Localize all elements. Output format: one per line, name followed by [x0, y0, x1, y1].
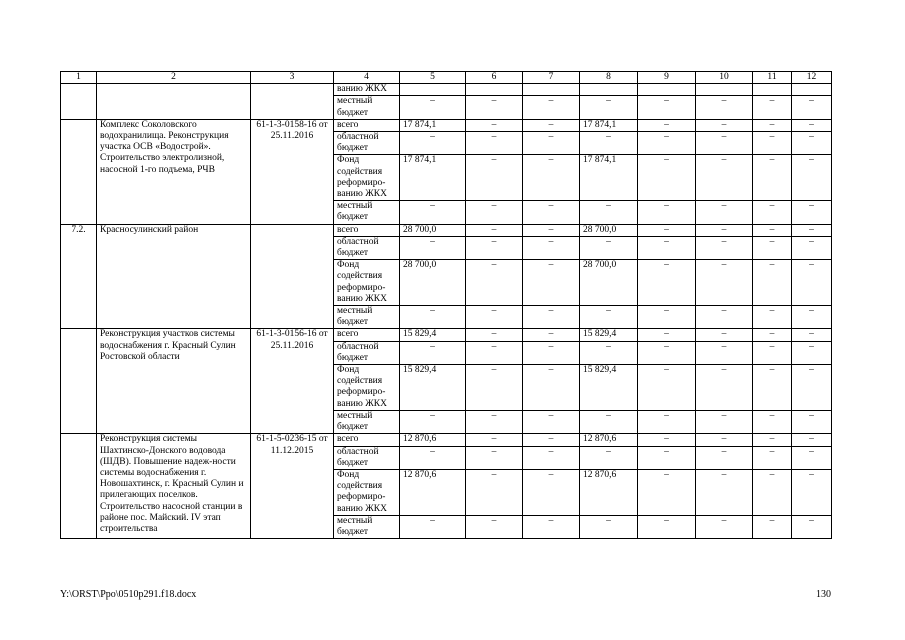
amount-cell: –: [523, 341, 580, 364]
object-name: Красносулинский район: [97, 224, 251, 329]
amount-cell: –: [753, 365, 792, 411]
amount-cell: –: [580, 306, 638, 329]
amount-cell: –: [696, 329, 753, 341]
amount-cell: –: [696, 236, 753, 259]
amount-cell: –: [792, 236, 832, 259]
amount-cell: 12 870,6: [580, 434, 638, 446]
amount-cell: –: [580, 96, 638, 119]
funding-source: всего: [334, 329, 400, 341]
amount-cell: –: [696, 132, 753, 155]
object-name: Реконструкция участков системы водоснабжения г. Красный Сулин Ростовской области: [97, 329, 251, 434]
amount-cell: 28 700,0: [400, 260, 466, 306]
amount-cell: –: [638, 306, 696, 329]
amount-cell: –: [638, 236, 696, 259]
amount-cell: –: [580, 410, 638, 433]
header-cell: 8: [580, 72, 638, 84]
amount-cell: 28 700,0: [580, 260, 638, 306]
amount-cell: –: [523, 329, 580, 341]
amount-cell: –: [753, 224, 792, 236]
amount-cell: –: [792, 410, 832, 433]
amount-cell: –: [638, 434, 696, 446]
amount-cell: –: [466, 306, 523, 329]
amount-cell: –: [638, 469, 696, 515]
amount-cell: –: [638, 446, 696, 469]
amount-cell: –: [523, 96, 580, 119]
amount-cell: [753, 84, 792, 96]
amount-cell: –: [580, 236, 638, 259]
amount-cell: –: [792, 446, 832, 469]
amount-cell: –: [523, 306, 580, 329]
funding-source: областной бюджет: [334, 132, 400, 155]
amount-cell: –: [638, 515, 696, 538]
amount-cell: –: [792, 201, 832, 224]
amount-cell: –: [696, 434, 753, 446]
amount-cell: –: [400, 132, 466, 155]
amount-cell: [466, 84, 523, 96]
amount-cell: –: [792, 96, 832, 119]
amount-cell: –: [753, 236, 792, 259]
amount-cell: 17 874,1: [580, 155, 638, 201]
item-number: [61, 329, 97, 434]
funding-source: областной бюджет: [334, 446, 400, 469]
amount-cell: –: [753, 329, 792, 341]
amount-cell: –: [523, 236, 580, 259]
amount-cell: –: [523, 365, 580, 411]
amount-cell: –: [696, 469, 753, 515]
amount-cell: –: [400, 515, 466, 538]
amount-cell: –: [466, 341, 523, 364]
amount-cell: –: [466, 132, 523, 155]
item-number: [61, 119, 97, 224]
amount-cell: –: [753, 201, 792, 224]
funding-source: всего: [334, 224, 400, 236]
amount-cell: –: [466, 201, 523, 224]
table-row: [61, 434, 832, 446]
funding-source: Фонд содействия реформиро-ванию ЖКХ: [334, 365, 400, 411]
table-row: [61, 224, 832, 236]
amount-cell: –: [696, 96, 753, 119]
funding-source: местный бюджет: [334, 96, 400, 119]
amount-cell: –: [580, 132, 638, 155]
object-name: Реконструкция системы Шахтинско-Донского водовода (ШДВ). Повышение надеж-ности системы водоснабжения г. Новошахтинск, г. Красный Сулин и прилегающих поселков. Строительство насосной станции в районе пос. Майский. IV этап строительства: [97, 434, 251, 539]
amount-cell: 28 700,0: [400, 224, 466, 236]
amount-cell: –: [638, 410, 696, 433]
amount-cell: –: [696, 341, 753, 364]
page-number: 130: [816, 589, 831, 600]
amount-cell: –: [696, 410, 753, 433]
amount-cell: –: [792, 306, 832, 329]
amount-cell: –: [696, 119, 753, 131]
amount-cell: –: [523, 201, 580, 224]
amount-cell: –: [753, 341, 792, 364]
header-cell: 12: [792, 72, 832, 84]
amount-cell: –: [523, 224, 580, 236]
amount-cell: –: [400, 96, 466, 119]
amount-cell: –: [523, 410, 580, 433]
funding-source: местный бюджет: [334, 515, 400, 538]
amount-cell: –: [523, 155, 580, 201]
amount-cell: –: [466, 515, 523, 538]
amount-cell: –: [638, 341, 696, 364]
object-name: Комплекс Соколовского водохранилища. Реконструкция участка ОСВ «Водострой». Строительство электролизной, насосной 1-го подъема, РЧВ: [97, 119, 251, 224]
amount-cell: –: [466, 365, 523, 411]
header-cell: 9: [638, 72, 696, 84]
amount-cell: –: [792, 341, 832, 364]
budget-table: [60, 71, 832, 539]
item-number: [61, 84, 97, 120]
expertise-code: 61-1-3-0158-16 от 25.11.2016: [251, 119, 334, 224]
amount-cell: 17 874,1: [400, 155, 466, 201]
amount-cell: –: [696, 365, 753, 411]
amount-cell: –: [753, 469, 792, 515]
file-path: Y:\ORST\Ppo\0510p291.f18.docx: [60, 589, 197, 600]
funding-source: всего: [334, 434, 400, 446]
amount-cell: –: [466, 224, 523, 236]
amount-cell: –: [638, 201, 696, 224]
amount-cell: –: [753, 132, 792, 155]
amount-cell: –: [523, 119, 580, 131]
amount-cell: [400, 84, 466, 96]
amount-cell: 17 874,1: [580, 119, 638, 131]
amount-cell: –: [753, 96, 792, 119]
amount-cell: –: [580, 446, 638, 469]
amount-cell: 28 700,0: [580, 224, 638, 236]
amount-cell: –: [523, 515, 580, 538]
amount-cell: 15 829,4: [400, 365, 466, 411]
funding-source: областной бюджет: [334, 236, 400, 259]
header-cell: 3: [251, 72, 334, 84]
amount-cell: –: [580, 201, 638, 224]
funding-source: Фонд содействия реформиро-ванию ЖКХ: [334, 155, 400, 201]
table-row: [61, 119, 832, 131]
funding-source: всего: [334, 119, 400, 131]
amount-cell: –: [580, 341, 638, 364]
amount-cell: [638, 84, 696, 96]
amount-cell: –: [792, 515, 832, 538]
header-cell: 11: [753, 72, 792, 84]
funding-source: местный бюджет: [334, 201, 400, 224]
amount-cell: –: [753, 446, 792, 469]
amount-cell: [523, 84, 580, 96]
amount-cell: –: [400, 446, 466, 469]
amount-cell: –: [792, 434, 832, 446]
amount-cell: –: [753, 434, 792, 446]
amount-cell: 17 874,1: [400, 119, 466, 131]
amount-cell: –: [466, 119, 523, 131]
amount-cell: –: [638, 132, 696, 155]
amount-cell: –: [696, 224, 753, 236]
amount-cell: –: [638, 96, 696, 119]
amount-cell: –: [792, 155, 832, 201]
amount-cell: 15 829,4: [580, 329, 638, 341]
header-cell: 10: [696, 72, 753, 84]
amount-cell: –: [696, 260, 753, 306]
expertise-code: [251, 84, 334, 120]
amount-cell: –: [466, 155, 523, 201]
amount-cell: [580, 84, 638, 96]
amount-cell: –: [753, 155, 792, 201]
funding-source: Фонд содействия реформиро-ванию ЖКХ: [334, 260, 400, 306]
expertise-code: 61-1-3-0156-16 от 25.11.2016: [251, 329, 334, 434]
amount-cell: –: [466, 96, 523, 119]
funding-source: местный бюджет: [334, 306, 400, 329]
item-number: 7.2.: [61, 224, 97, 329]
amount-cell: –: [523, 446, 580, 469]
amount-cell: –: [466, 236, 523, 259]
amount-cell: –: [696, 155, 753, 201]
amount-cell: –: [523, 434, 580, 446]
amount-cell: –: [466, 469, 523, 515]
amount-cell: –: [400, 410, 466, 433]
amount-cell: –: [792, 224, 832, 236]
amount-cell: –: [696, 446, 753, 469]
item-number: [61, 434, 97, 539]
expertise-code: [251, 224, 334, 329]
amount-cell: –: [638, 260, 696, 306]
header-cell: 1: [61, 72, 97, 84]
amount-cell: –: [466, 446, 523, 469]
header-cell: 4: [334, 72, 400, 84]
amount-cell: –: [400, 341, 466, 364]
amount-cell: –: [466, 329, 523, 341]
amount-cell: –: [466, 410, 523, 433]
header-cell: 5: [400, 72, 466, 84]
amount-cell: –: [696, 201, 753, 224]
amount-cell: –: [400, 201, 466, 224]
amount-cell: –: [753, 515, 792, 538]
funding-source: ванию ЖКХ: [334, 84, 400, 96]
amount-cell: 12 870,6: [400, 469, 466, 515]
amount-cell: –: [523, 260, 580, 306]
funding-source: Фонд содействия реформиро-ванию ЖКХ: [334, 469, 400, 515]
amount-cell: –: [753, 119, 792, 131]
amount-cell: [696, 84, 753, 96]
amount-cell: –: [753, 410, 792, 433]
funding-source: областной бюджет: [334, 341, 400, 364]
amount-cell: –: [523, 132, 580, 155]
amount-cell: –: [466, 434, 523, 446]
header-cell: 7: [523, 72, 580, 84]
amount-cell: 15 829,4: [400, 329, 466, 341]
amount-cell: 15 829,4: [580, 365, 638, 411]
amount-cell: –: [696, 515, 753, 538]
funding-source: местный бюджет: [334, 410, 400, 433]
table-header-row: [61, 72, 832, 84]
table-row: [61, 84, 832, 96]
amount-cell: –: [753, 260, 792, 306]
expertise-code: 61-1-5-0236-15 от 11.12.2015: [251, 434, 334, 539]
amount-cell: –: [400, 306, 466, 329]
amount-cell: –: [792, 469, 832, 515]
object-name: [97, 84, 251, 120]
amount-cell: –: [638, 155, 696, 201]
amount-cell: –: [753, 306, 792, 329]
header-cell: 2: [97, 72, 251, 84]
amount-cell: –: [638, 329, 696, 341]
amount-cell: –: [792, 365, 832, 411]
amount-cell: –: [792, 260, 832, 306]
amount-cell: –: [792, 119, 832, 131]
amount-cell: –: [638, 224, 696, 236]
amount-cell: –: [638, 119, 696, 131]
amount-cell: –: [696, 306, 753, 329]
amount-cell: [792, 84, 832, 96]
amount-cell: –: [466, 260, 523, 306]
amount-cell: –: [523, 469, 580, 515]
amount-cell: 12 870,6: [580, 469, 638, 515]
amount-cell: –: [638, 365, 696, 411]
amount-cell: –: [792, 329, 832, 341]
amount-cell: –: [400, 236, 466, 259]
table-row: [61, 329, 832, 341]
amount-cell: 12 870,6: [400, 434, 466, 446]
amount-cell: –: [580, 515, 638, 538]
header-cell: 6: [466, 72, 523, 84]
amount-cell: –: [792, 132, 832, 155]
